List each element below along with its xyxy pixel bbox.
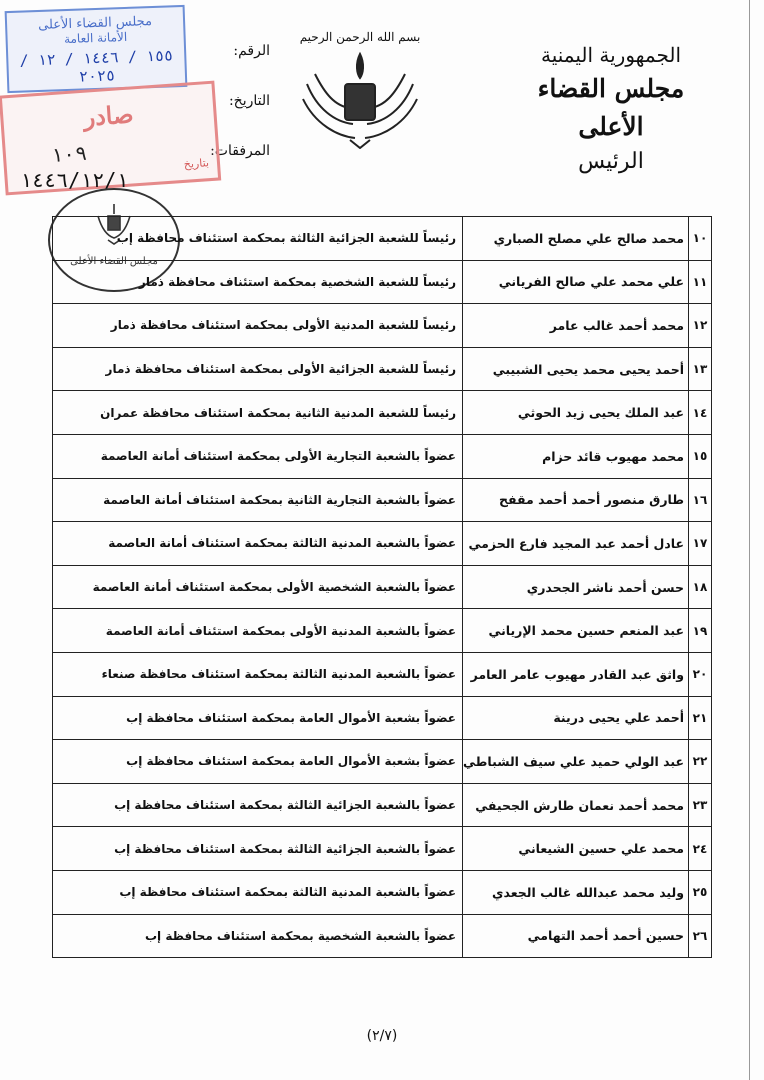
judge-position: عضواً بالشعبة الجزائية الثالثة بمحكمة استئناف محافظة إب [53, 827, 463, 871]
judge-position: عضواً بالشعبة المدنية الثالثة بمحكمة استئناف محافظة صنعاء [53, 652, 463, 696]
judge-position: عضواً بالشعبة الشخصية بمحكمة استئناف محافظة إب [53, 914, 463, 958]
judge-position: رئيساً للشعبة الجزائية الأولى بمحكمة استئناف محافظة ذمار [53, 347, 463, 391]
outgoing-number: ١٠٩ [50, 140, 88, 168]
table-row [53, 696, 712, 740]
row-number: ١٠ [689, 217, 712, 261]
council-name: مجلس القضاء الأعلى [537, 74, 685, 141]
row-number: ٢٣ [689, 783, 712, 827]
table-row [53, 478, 712, 522]
row-number: ٢١ [689, 696, 712, 740]
attachments-label: المرفقات: [210, 143, 270, 159]
judge-name: محمد صالح علي مصلح الصباري [463, 217, 689, 261]
judge-name: حسين أحمد أحمد التهامي [463, 914, 689, 958]
row-number: ١٣ [689, 347, 712, 391]
judge-name: علي محمد علي صالح الفرياني [463, 260, 689, 304]
row-number: ١٦ [689, 478, 712, 522]
judge-position: عضواً بالشعبة التجارية الأولى بمحكمة استئناف أمانة العاصمة [53, 434, 463, 478]
judge-position: عضواً بالشعبة المدنية الأولى بمحكمة استئناف أمانة العاصمة [53, 609, 463, 653]
incoming-stamp [5, 5, 188, 93]
outgoing-date-handwriting: ١٤٤٦/١٢/١ [20, 168, 129, 192]
outgoing-stamp-word: صادر [82, 99, 135, 132]
table-row [53, 827, 712, 871]
incoming-stamp-handwriting: ١٥٥ / ١٤٤٦ / ١٢ / ٢٠٢٥ [19, 46, 174, 86]
judge-position: عضواً بالشعبة الجزائية الثالثة بمحكمة استئناف محافظة إب [53, 783, 463, 827]
date-label: التاريخ: [228, 93, 270, 109]
judge-name: واثق عبد القادر مهيوب عامر العامر [463, 652, 689, 696]
row-number: ٢٠ [689, 652, 712, 696]
row-number: ١٢ [689, 304, 712, 348]
ref-label: الرقم: [233, 43, 270, 59]
row-number: ١٥ [689, 434, 712, 478]
judge-position: عضواً بالشعبة المدنية الثالثة بمحكمة استئناف أمانة العاصمة [53, 522, 463, 566]
eagle-emblem-icon [295, 44, 425, 149]
row-number: ١١ [689, 260, 712, 304]
table-row [53, 652, 712, 696]
row-number: ٢٤ [689, 827, 712, 871]
judge-name: محمد أحمد غالب عامر [463, 304, 689, 348]
judge-position: عضواً بالشعبة التجارية الثانية بمحكمة استئناف أمانة العاصمة [53, 478, 463, 522]
letterhead [516, 40, 706, 178]
judge-position: رئيساً للشعبة المدنية الأولى بمحكمة استئناف محافظة ذمار [53, 304, 463, 348]
table-row [53, 217, 712, 261]
yemen-emblem [290, 30, 430, 150]
judge-name: عبد الملك يحيى زيد الحوثي [463, 391, 689, 435]
basmala: بسم الله الرحمن الرحيم [299, 30, 421, 44]
table-row [53, 609, 712, 653]
judge-position: عضواً بشعبة الأموال العامة بمحكمة استئناف محافظة إب [53, 696, 463, 740]
table-row [53, 565, 712, 609]
table-row [53, 260, 712, 304]
table-row [53, 304, 712, 348]
judge-name: عادل أحمد عبد المجيد فارع الحزمي [463, 522, 689, 566]
incoming-stamp-org: مجلس القضاء الأعلى [37, 14, 153, 33]
judge-name: عبد الولي حميد علي سيف الشباطي [463, 740, 689, 784]
judge-name: أحمد علي يحيى درينة [463, 696, 689, 740]
table-row [53, 347, 712, 391]
row-number: ١٩ [689, 609, 712, 653]
judge-position: عضواً بشعبة الأموال العامة بمحكمة استئناف محافظة إب [53, 740, 463, 784]
table-row [53, 870, 712, 914]
judge-position: عضواً بالشعبة المدنية الثالثة بمحكمة استئناف محافظة إب [53, 870, 463, 914]
page-edge [749, 0, 750, 1080]
row-number: ١٤ [689, 391, 712, 435]
judge-name: وليد محمد عبدالله غالب الجعدي [463, 870, 689, 914]
judge-name: محمد مهيوب قائد حزام [463, 434, 689, 478]
judge-position: رئيساً للشعبة الشخصية بمحكمة استئناف محافظة ذمار [53, 260, 463, 304]
table-row [53, 740, 712, 784]
judge-name: عبد المنعم حسين محمد الإرياني [463, 609, 689, 653]
table-row [53, 914, 712, 958]
table-row [53, 391, 712, 435]
row-number: ٢٢ [689, 740, 712, 784]
judge-name: حسن أحمد ناشر الجحدري [463, 565, 689, 609]
row-number: ٢٦ [689, 914, 712, 958]
row-number: ١٨ [689, 565, 712, 609]
judges-table [52, 216, 712, 958]
judge-name: محمد أحمد نعمان طارش الجحيفي [463, 783, 689, 827]
page-number: (٢/٧) [366, 1028, 398, 1044]
judge-name: طارق منصور أحمد أحمد مقفح [463, 478, 689, 522]
judge-position: رئيساً للشعبة المدنية الثانية بمحكمة استئناف محافظة عمران [53, 391, 463, 435]
judge-name: أحمد يحيى محمد يحيى الشبيبي [463, 347, 689, 391]
incoming-stamp-dept: الأمانة العامة [63, 29, 128, 47]
judge-position: عضواً بالشعبة الشخصية الأولى بمحكمة استئناف أمانة العاصمة [53, 565, 463, 609]
judge-name: محمد علي حسين الشيعاني [463, 827, 689, 871]
president-title: الرئيس [578, 149, 644, 174]
row-number: ١٧ [689, 522, 712, 566]
table-row [53, 434, 712, 478]
row-number: ٢٥ [689, 870, 712, 914]
republic-name: الجمهورية اليمنية [540, 43, 682, 67]
seal-text: مجلس القضاء الأعلى [70, 256, 158, 267]
table-row [53, 783, 712, 827]
table-row [53, 522, 712, 566]
judge-position: رئيساً للشعبة الجزائية الثالثة بمحكمة استئناف محافظة إب [53, 217, 463, 261]
outgoing-date-label: بتاريخ [183, 156, 210, 171]
